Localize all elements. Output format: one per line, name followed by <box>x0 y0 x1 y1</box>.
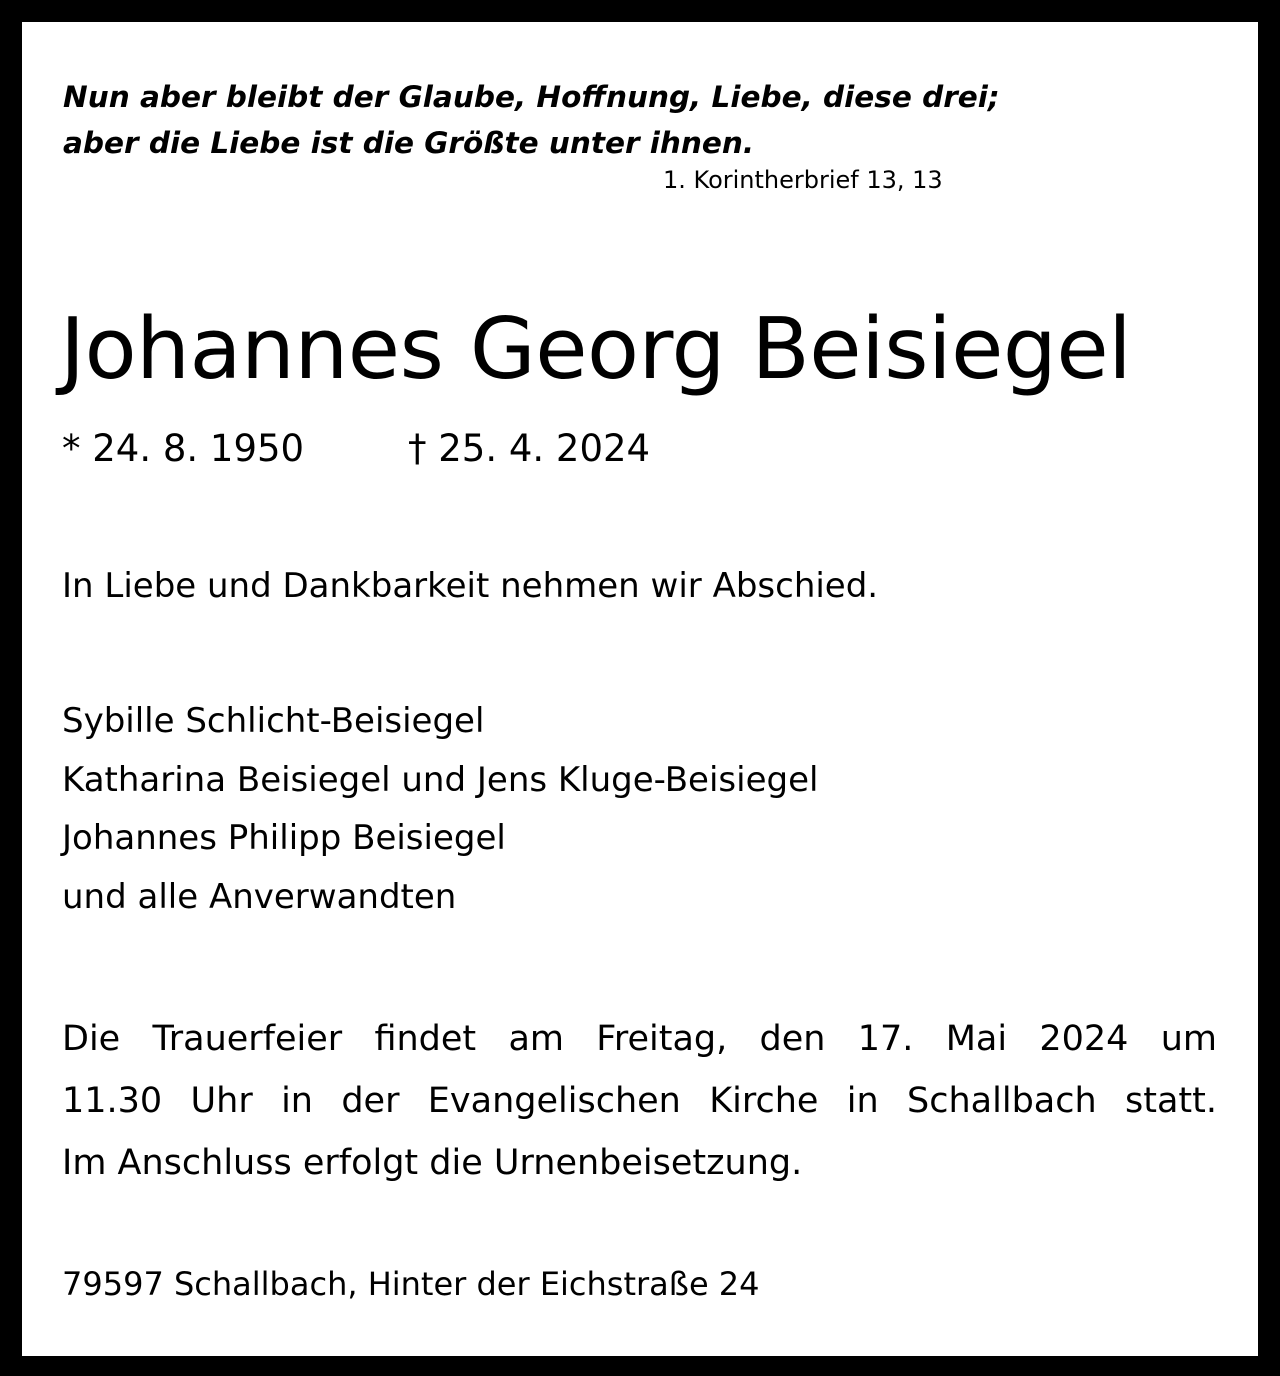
mourner-item: Johannes Philipp Beisiegel <box>62 818 506 858</box>
obituary-notice <box>22 22 1258 1356</box>
mourners-list <box>62 692 818 926</box>
mourner-item: Katharina Beisiegel und Jens Kluge-Beisiegel <box>62 759 819 800</box>
mourner-item: und alle Anverwandten <box>62 876 457 917</box>
ceremony-line-3: Im Anschluss erfolgt die Urnenbeisetzung. <box>62 1143 803 1183</box>
ceremony-info <box>62 1008 1217 1194</box>
mourner-item: Sybille Schlicht-Beisiegel <box>62 701 485 741</box>
life-dates <box>62 425 651 473</box>
birth-date: * 24. 8. 1950 <box>62 427 305 470</box>
deceased-name: Johannes Georg Beisiegel <box>60 300 1132 399</box>
bible-verse <box>63 74 1000 166</box>
farewell-text: In Liebe und Dankbarkeit nehmen wir Abschied. <box>62 566 879 606</box>
ceremony-line-2: 11.30 Uhr in der Evangelischen Kirche in Schallbach statt. <box>62 1081 1217 1121</box>
verse-line-1: Nun aber bleibt der Glaube, Hoffnung, Liebe, diese drei; <box>63 80 1000 114</box>
death-date: † 25. 4. 2024 <box>408 427 651 470</box>
verse-reference: 1. Korintherbrief 13, 13 <box>663 166 943 194</box>
ceremony-line-1: Die Trauerfeier findet am Freitag, den 17. Mai 2024 um <box>62 1019 1217 1059</box>
verse-line-2: aber die Liebe ist die Größte unter ihnen. <box>63 126 755 160</box>
family-address: 79597 Schallbach, Hinter der Eichstraße 24 <box>62 1265 760 1303</box>
